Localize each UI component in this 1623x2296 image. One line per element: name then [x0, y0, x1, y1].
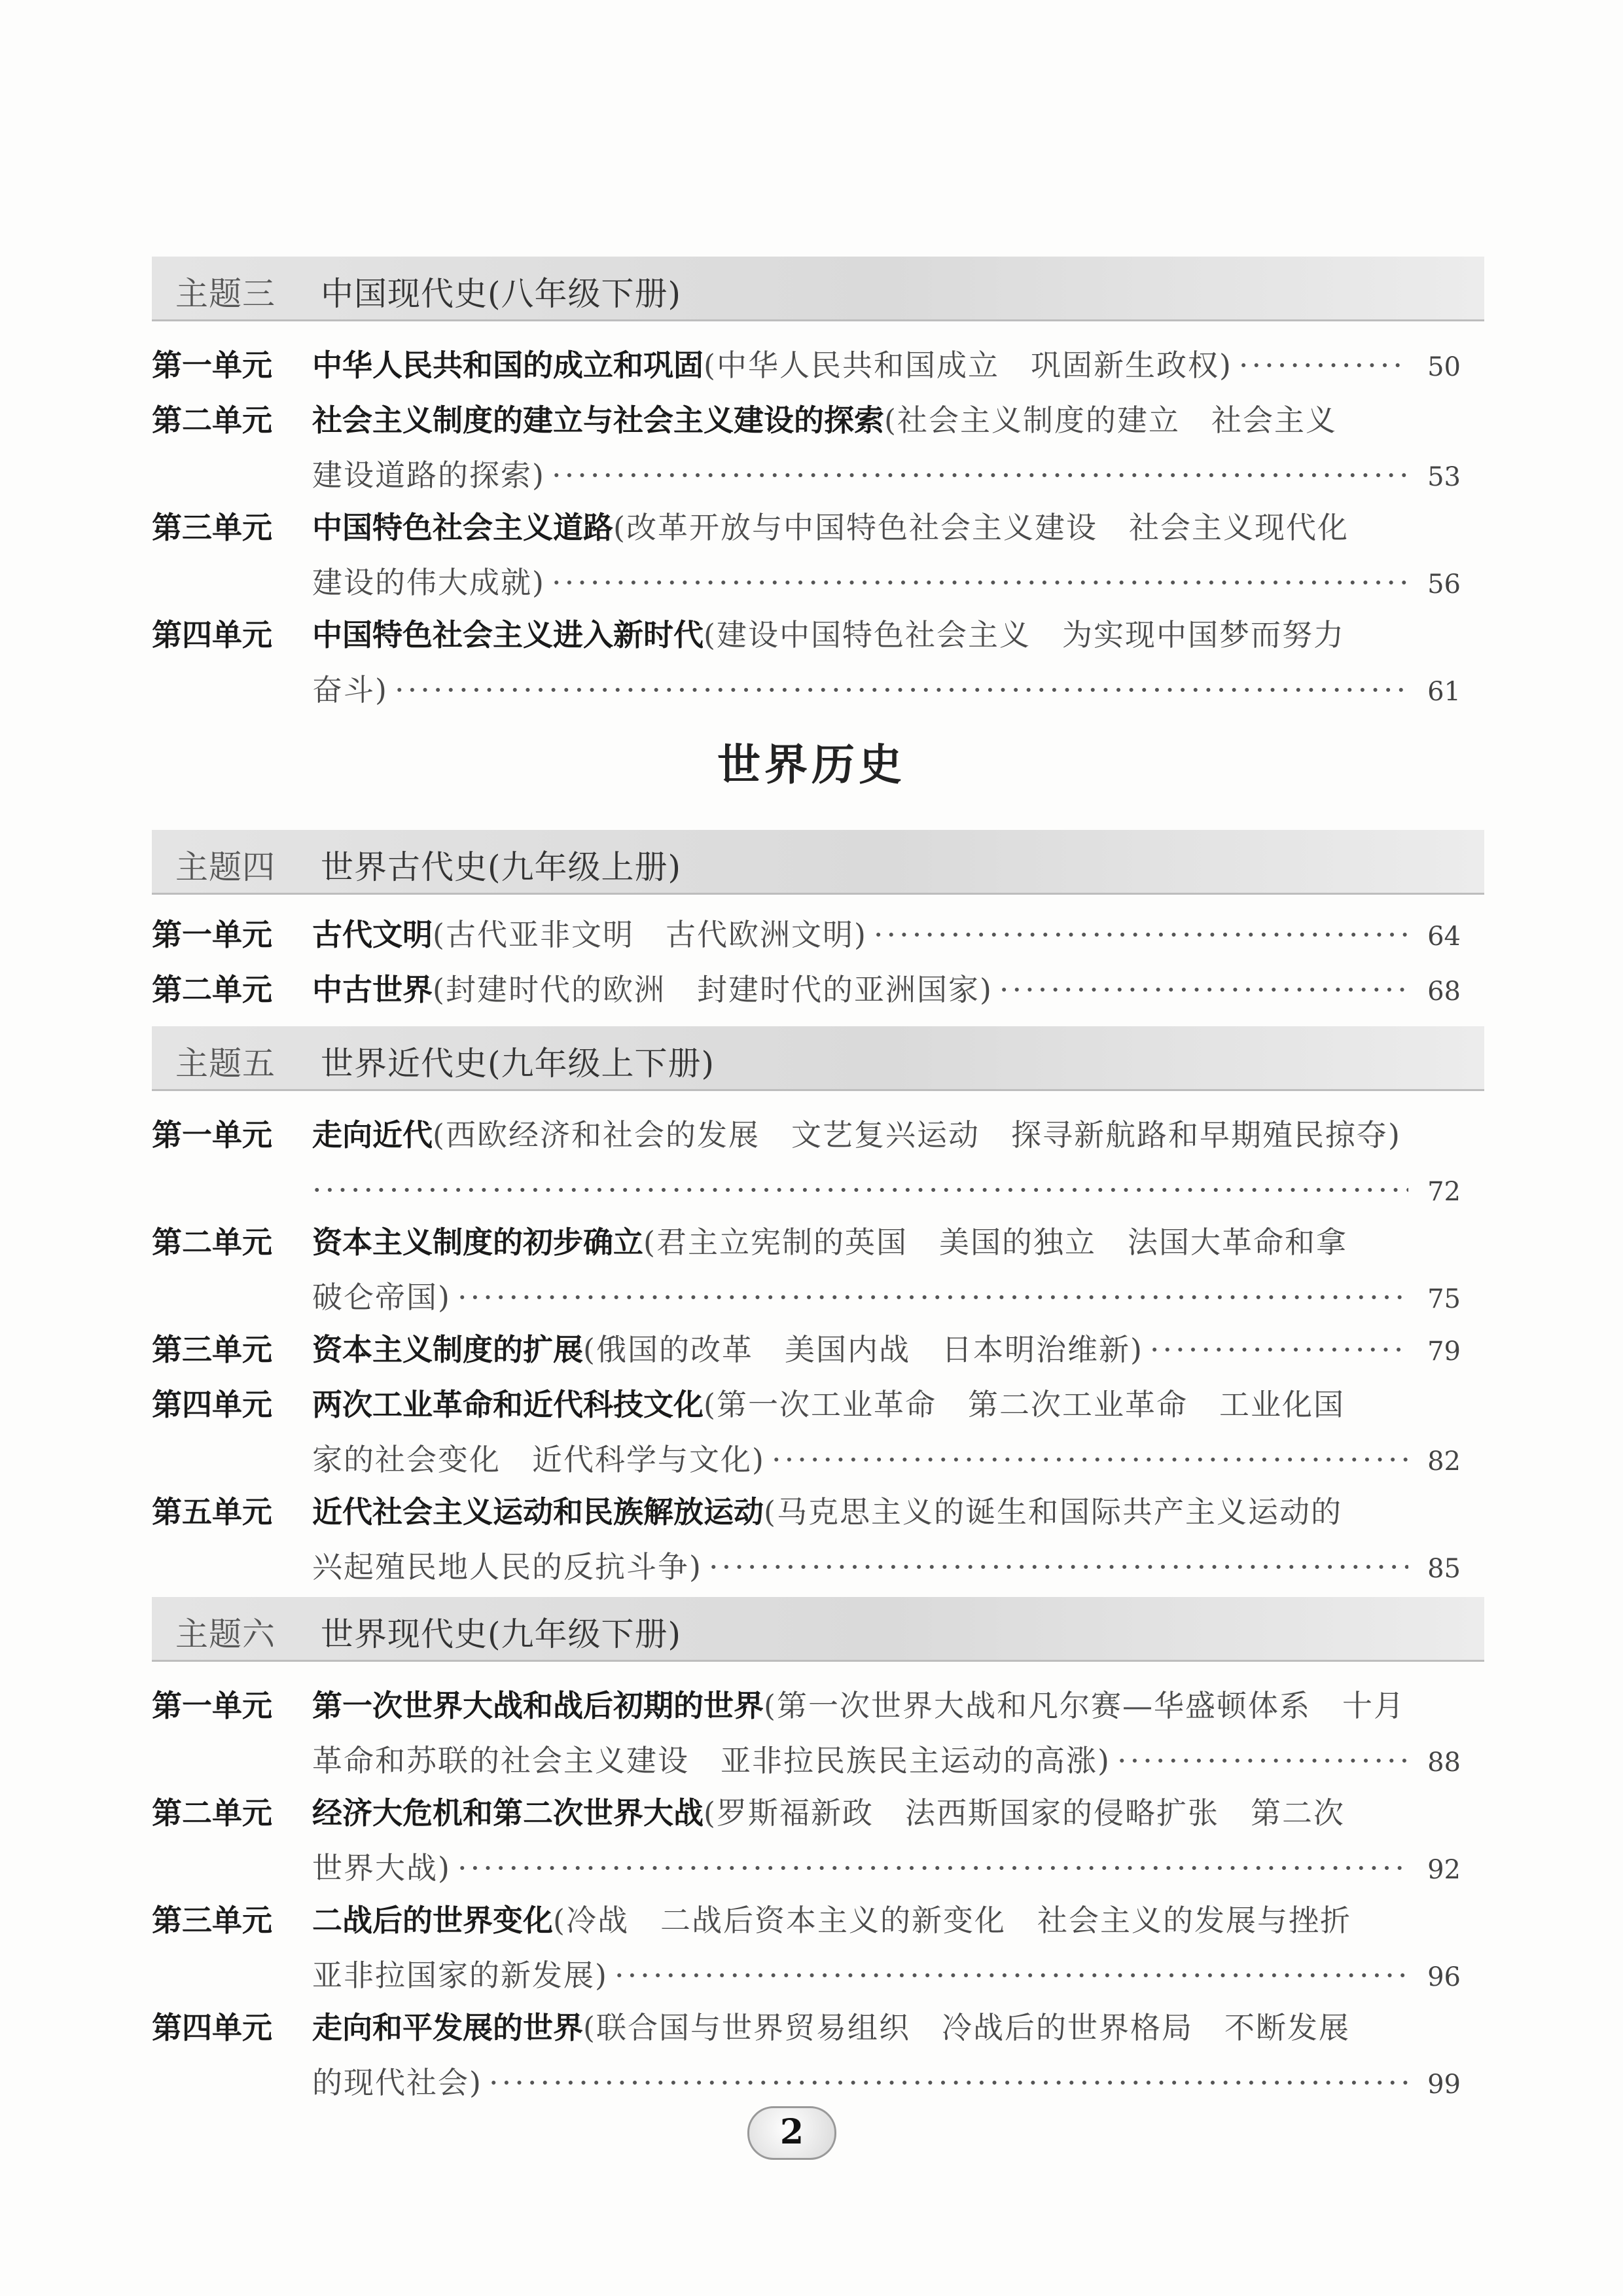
unit-subtitle-cont: 革命和苏联的社会主义建设 亚非拉民族民主运动的高涨) [312, 1743, 1111, 1778]
page-number-badge [747, 2106, 836, 2160]
topic-header [152, 257, 1484, 321]
unit-subtitle: (马克思主义的诞生和国际共产主义运动的 [764, 1494, 1342, 1530]
page-ref: 99 [1427, 2070, 1461, 2100]
unit-subtitle: (封建时代的欧洲 封建时代的亚洲国家) [433, 972, 993, 1007]
unit-title: 社会主义制度的建立与社会主义建设的探索 [312, 403, 884, 438]
unit-number: 第一单元 [152, 917, 272, 952]
topic-title: 世界古代史(九年级上册) [321, 848, 682, 886]
topic-title: 中国现代史(八年级下册) [321, 275, 682, 313]
topic-number: 主题四 [175, 848, 276, 886]
section-title: 世界历史 [717, 739, 906, 790]
unit-number: 第一单元 [152, 348, 272, 383]
unit-number: 第四单元 [152, 2010, 272, 2045]
page-ref: 92 [1427, 1855, 1461, 1885]
unit-title: 资本主义制度的扩展 [312, 1332, 583, 1367]
page-ref: 79 [1427, 1336, 1461, 1367]
unit-number: 第三单元 [152, 1903, 272, 1938]
leader-dots [1239, 338, 1408, 393]
topic-number: 主题六 [175, 1615, 276, 1653]
leader-dots [615, 1948, 1408, 2003]
unit-number: 第一单元 [152, 1688, 272, 1723]
leader-dots [874, 907, 1408, 962]
unit-subtitle-cont: 破仑帝国) [312, 1280, 451, 1315]
page-ref: 82 [1427, 1446, 1461, 1477]
leader-dots [552, 555, 1408, 610]
unit-title: 经济大危机和第二次世界大战 [312, 1795, 704, 1831]
unit-subtitle: (建设中国特色社会主义 为实现中国梦而努力 [704, 617, 1345, 653]
unit-number: 第二单元 [152, 403, 272, 438]
leader-dots [1117, 1733, 1408, 1788]
unit-number: 第四单元 [152, 1387, 272, 1422]
unit-title: 二战后的世界变化 [312, 1903, 553, 1938]
leader-dots [709, 1539, 1408, 1594]
unit-subtitle-cont: 世界大战) [312, 1850, 451, 1886]
unit-title: 中国特色社会主义进入新时代 [312, 617, 704, 653]
page-ref: 72 [1427, 1177, 1461, 1207]
leader-dots [457, 1270, 1408, 1325]
unit-subtitle-cont: 的现代社会) [312, 2065, 482, 2100]
unit-title: 古代文明 [312, 917, 433, 952]
page-ref: 50 [1427, 352, 1461, 382]
leader-dots [772, 1432, 1408, 1487]
unit-subtitle: (俄国的改革 美国内战 日本明治维新) [583, 1332, 1143, 1367]
unit-title: 中国特色社会主义道路 [312, 510, 613, 545]
leader-dots [999, 962, 1408, 1017]
unit-title: 两次工业革命和近代科技文化 [312, 1387, 704, 1422]
unit-title: 中古世界 [312, 972, 433, 1007]
topic-number: 主题三 [175, 275, 276, 313]
page-ref: 61 [1427, 677, 1461, 707]
unit-subtitle: (第一次工业革命 第二次工业革命 工业化国 [704, 1387, 1345, 1422]
page-ref: 85 [1427, 1554, 1461, 1584]
page-ref: 75 [1427, 1284, 1461, 1314]
unit-number: 第五单元 [152, 1494, 272, 1530]
unit-subtitle: (古代亚非文明 古代欧洲文明) [433, 917, 867, 952]
topic-title: 世界近代史(九年级上下册) [321, 1045, 715, 1083]
topic-title: 世界现代史(九年级下册) [321, 1615, 682, 1653]
topic-header [152, 830, 1484, 895]
leader-dots [552, 448, 1408, 503]
unit-number: 第二单元 [152, 1795, 272, 1831]
page-ref: 88 [1427, 1748, 1461, 1778]
leader-dots [312, 1162, 1408, 1217]
unit-subtitle-cont: 亚非拉国家的新发展) [312, 1958, 608, 1993]
unit-subtitle-cont: 奋斗) [312, 672, 388, 708]
page-ref: 64 [1427, 922, 1461, 952]
unit-number: 第一单元 [152, 1117, 272, 1153]
unit-subtitle: (西欧经济和社会的发展 文艺复兴运动 探寻新航路和早期殖民掠夺) [433, 1117, 1401, 1153]
unit-number: 第四单元 [152, 617, 272, 653]
unit-subtitle-cont: 家的社会变化 近代科学与文化) [312, 1442, 765, 1477]
unit-subtitle: (罗斯福新政 法西斯国家的侵略扩张 第二次 [704, 1795, 1345, 1831]
unit-subtitle: (改革开放与中国特色社会主义建设 社会主义现代化 [613, 510, 1349, 545]
unit-subtitle-cont: 建设的伟大成就) [312, 565, 545, 600]
topic-header [152, 1026, 1484, 1091]
unit-number: 第三单元 [152, 1332, 272, 1367]
unit-title: 走向近代 [312, 1117, 433, 1153]
page-ref: 96 [1427, 1962, 1461, 1992]
unit-number: 第三单元 [152, 510, 272, 545]
unit-subtitle-cont: 兴起殖民地人民的反抗斗争) [312, 1549, 702, 1585]
unit-title: 近代社会主义运动和民族解放运动 [312, 1494, 764, 1530]
unit-number: 第二单元 [152, 1225, 272, 1260]
unit-subtitle: (冷战 二战后资本主义的新变化 社会主义的发展与挫折 [553, 1903, 1351, 1938]
unit-subtitle: (联合国与世界贸易组织 冷战后的世界格局 不断发展 [583, 2010, 1350, 2045]
page-ref: 56 [1427, 569, 1461, 600]
unit-number: 第二单元 [152, 972, 272, 1007]
page-ref: 53 [1427, 462, 1461, 492]
page-number: 2 [779, 2112, 804, 2152]
unit-title: 第一次世界大战和战后初期的世界 [312, 1688, 764, 1723]
page-ref: 68 [1427, 977, 1461, 1007]
unit-subtitle: (中华人民共和国成立 巩固新生政权) [704, 348, 1232, 383]
unit-subtitle: (君主立宪制的英国 美国的独立 法国大革命和拿 [643, 1225, 1347, 1260]
leader-dots [489, 2055, 1408, 2110]
topic-header [152, 1597, 1484, 1662]
unit-title: 资本主义制度的初步确立 [312, 1225, 643, 1260]
leader-dots [395, 662, 1408, 717]
unit-subtitle-cont: 建设道路的探索) [312, 457, 545, 493]
unit-title: 走向和平发展的世界 [312, 2010, 583, 2045]
unit-title: 中华人民共和国的成立和巩固 [312, 348, 704, 383]
unit-subtitle: (第一次世界大战和凡尔赛—华盛顿体系 十月 [764, 1688, 1405, 1723]
topic-number: 主题五 [175, 1045, 276, 1083]
unit-subtitle: (社会主义制度的建立 社会主义 [884, 403, 1337, 438]
leader-dots [1150, 1322, 1408, 1377]
leader-dots [457, 1840, 1408, 1895]
